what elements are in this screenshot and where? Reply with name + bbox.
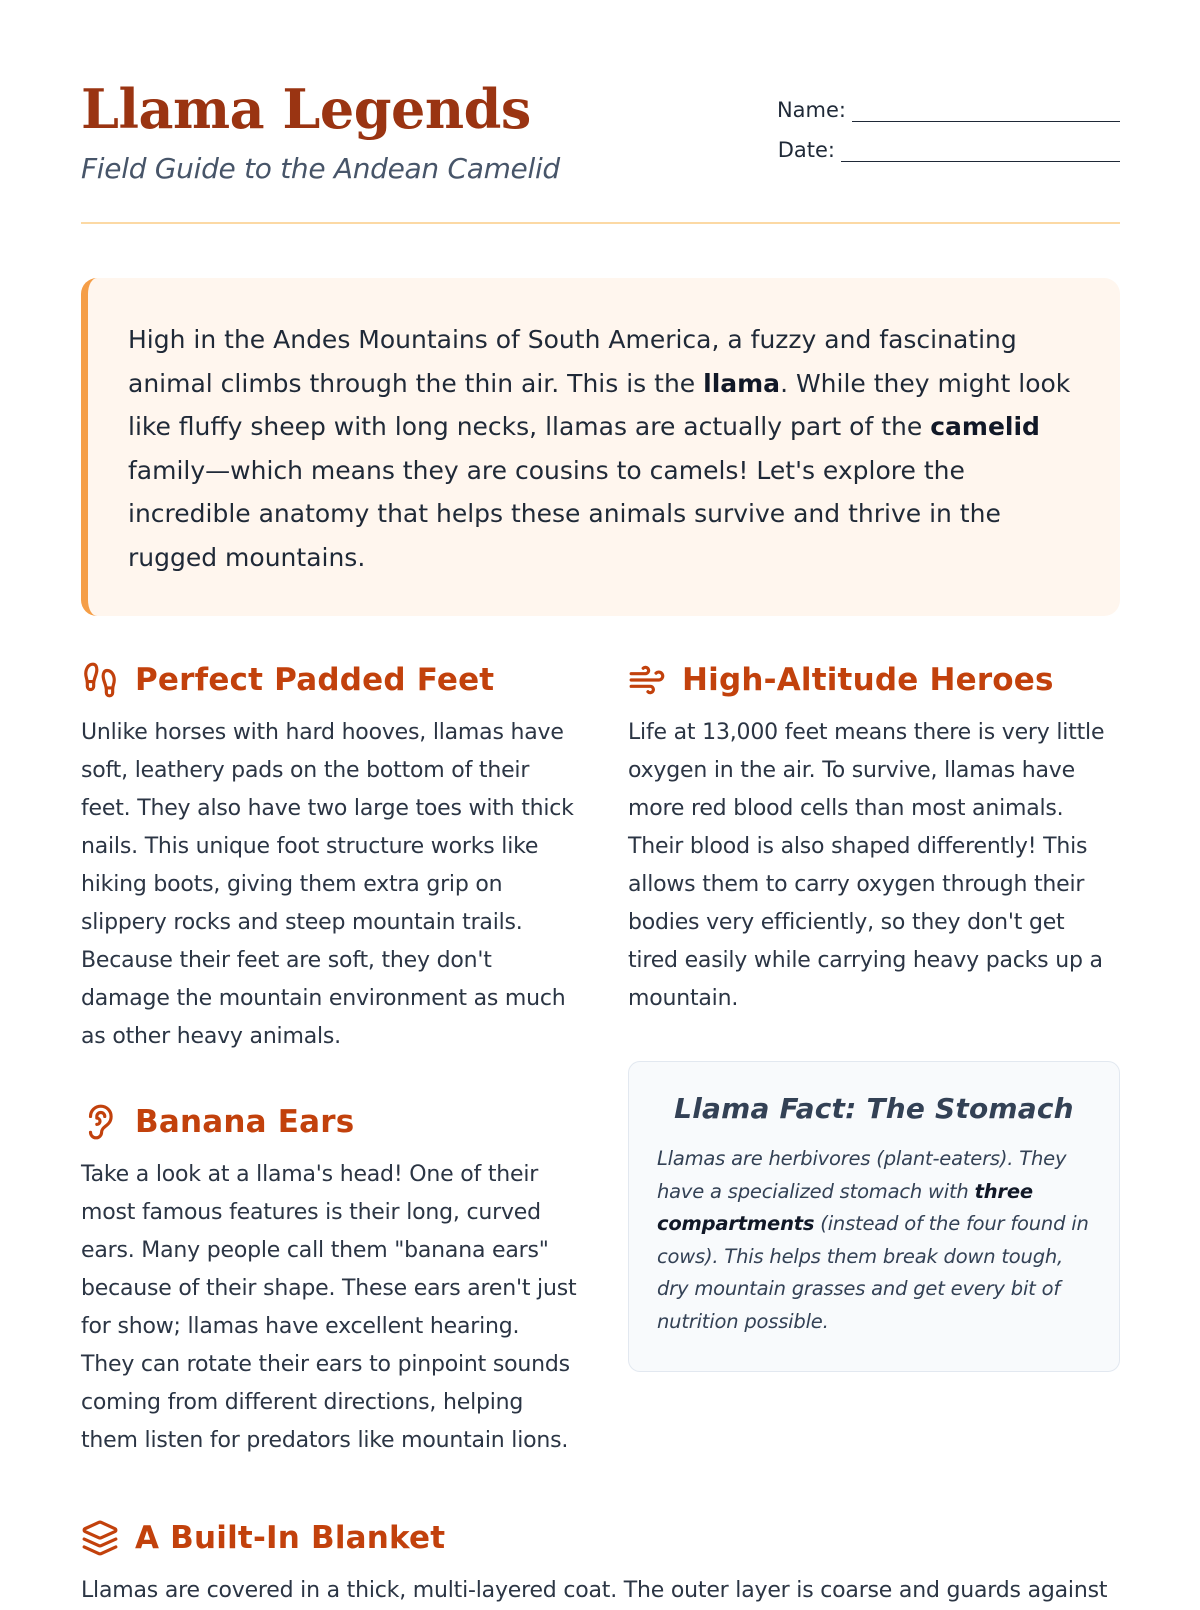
intro-bold-llama: llama bbox=[703, 368, 781, 398]
name-field[interactable] bbox=[777, 82, 1120, 122]
date-field[interactable] bbox=[777, 122, 1120, 162]
section-feet bbox=[81, 658, 578, 1056]
date-blank-line[interactable] bbox=[841, 143, 1120, 162]
section-body: Life at 13,000 feet means there is very little oxygen in the air. To survive, llamas have more red blood cells than most animals. Their blood is also shaped differently! This allows them to carry oxygen through their bodies very efficiently, so they don't get tired easily while carrying heavy packs up a mountain. bbox=[628, 720, 1105, 1011]
page-title: Llama Legends bbox=[81, 77, 531, 141]
section-heading bbox=[81, 1100, 578, 1144]
name-blank-line[interactable] bbox=[852, 103, 1120, 122]
section-title: A Built-In Blanket bbox=[135, 1520, 446, 1556]
name-label: Name: bbox=[776, 98, 846, 122]
section-heading bbox=[81, 1516, 1120, 1560]
wind-icon bbox=[628, 661, 666, 699]
footprints-icon bbox=[81, 661, 119, 699]
section-heading bbox=[81, 658, 578, 702]
section-body: Unlike horses with hard hooves, llamas have soft, leathery pads on the bottom of their feet. They also have two large toes with thick nails. This unique foot structure works like hiking boots, giving them extra grip on slippery rocks and steep mountain trails. Because their feet are soft, they don't damage the mountain environment as much as other heavy animals. bbox=[81, 720, 574, 1049]
section-body: Take a look at a llama's head! One of their most famous features is their long, curved ears. Many people call them "banana ears" because of their shape. These ears aren't just for show; llamas have excellent hearing. They can rotate their ears to pinpoint sounds coming from different directions, helping them listen for predators like mountain lions. bbox=[81, 1162, 577, 1453]
section-blanket bbox=[81, 1516, 1120, 1610]
intro-bold-camelid: camelid bbox=[930, 412, 1040, 441]
name-date-fields bbox=[777, 82, 1120, 162]
section-body: Llamas are covered in a thick, multi-layered coat. The outer layer is coarse and guards against bbox=[81, 1578, 1108, 1603]
section-title: High-Altitude Heroes bbox=[682, 662, 1054, 698]
page-subtitle: Field Guide to the Andean Camelid bbox=[81, 152, 560, 185]
fact-body bbox=[657, 1143, 1091, 1338]
ear-icon bbox=[81, 1103, 119, 1141]
worksheet-page bbox=[81, 0, 1120, 1603]
section-altitude bbox=[628, 658, 1120, 1018]
intro-text: High in the Andes Mountains of South America, a fuzzy and fascinating animal climbs through the thin air. This is the bbox=[128, 325, 1017, 398]
section-ears bbox=[81, 1100, 578, 1460]
intro-text: family—which means they are cousins to camels! Let's explore the incredible anatomy that helps these animals survive and thrive in the rugged mountains. bbox=[128, 455, 1001, 572]
section-title: Banana Ears bbox=[135, 1104, 355, 1140]
fact-text: (instead of the four found in cows). This helps them break down tough, dry mountain grasses and get every bit of nutrition possible. bbox=[657, 1212, 1089, 1333]
intro-callout bbox=[81, 278, 1120, 616]
fact-bold: three compartments bbox=[657, 1179, 1033, 1235]
layers-icon bbox=[81, 1519, 119, 1557]
page-header bbox=[81, 0, 1120, 224]
date-label: Date: bbox=[777, 138, 835, 162]
llama-fact-box bbox=[628, 1061, 1120, 1372]
fact-title: Llama Fact: The Stomach bbox=[674, 1092, 1074, 1125]
section-title: Perfect Padded Feet bbox=[135, 662, 495, 698]
section-heading bbox=[628, 658, 1120, 702]
fact-text: Llamas are herbivores (plant-eaters). They have a specialized stomach with bbox=[657, 1147, 1067, 1203]
intro-text: . While they might look like fluffy sheep with long necks, llamas are actually part of the bbox=[128, 368, 1071, 441]
